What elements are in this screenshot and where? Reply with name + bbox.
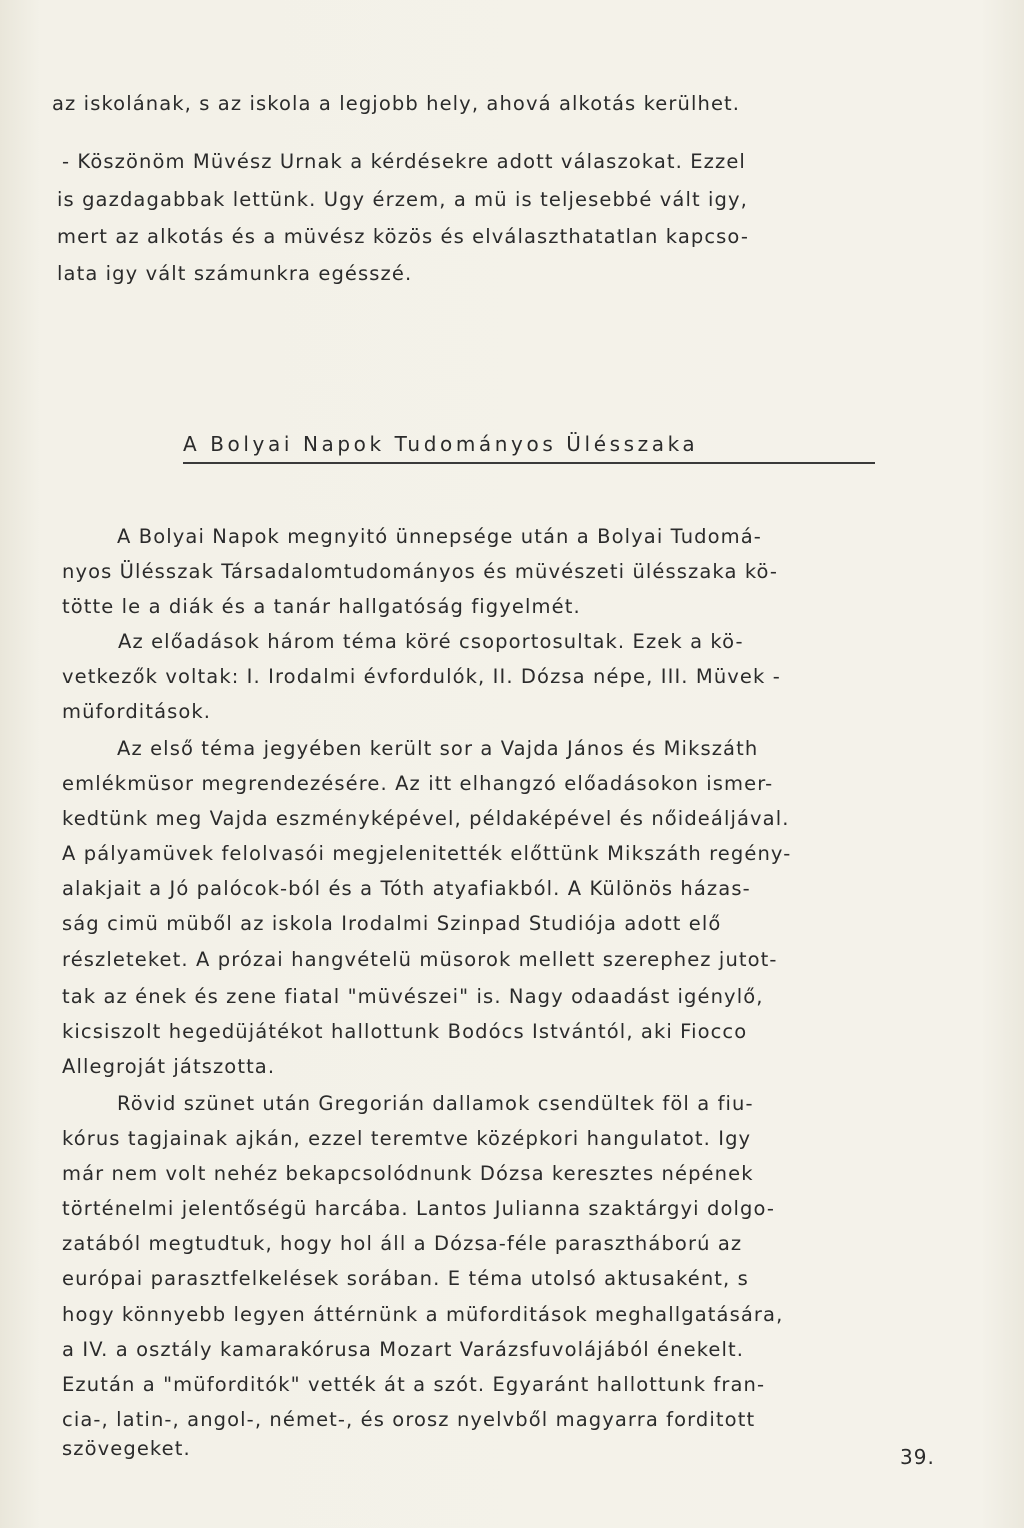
text-line: az iskolának, s az iskola a legjobb hely, ahová alkotás kerülhet. <box>52 92 741 115</box>
text-line: nyos Ülésszak Társadalomtudományos és müvészeti ülésszaka kö- <box>62 560 779 583</box>
text-line: már nem volt nehéz bekapcsolódnunk Dózsa keresztes népének <box>62 1162 754 1185</box>
text-line: A pályamüvek felolvasói megjelenitették előttünk Mikszáth regény- <box>62 842 792 865</box>
text-line: mert az alkotás és a müvész közös és elválaszthatatlan kapcso- <box>57 225 749 248</box>
text-line: Rövid szünet után Gregorián dallamok csendültek föl a fiu- <box>117 1092 754 1115</box>
text-line: A Bolyai Napok megnyitó ünnepsége után a Bolyai Tudomá- <box>117 525 762 548</box>
page-number: 39. <box>900 1445 935 1469</box>
text-line: Az előadások három téma köré csoportosultak. Ezek a kö- <box>118 630 744 653</box>
text-line: emlékmüsor megrendezésére. Az itt elhangzó előadásokon ismer- <box>62 772 774 795</box>
text-line: tötte le a diák és a tanár hallgatóság figyelmét. <box>62 595 581 618</box>
text-line: kórus tagjainak ajkán, ezzel teremtve középkori hangulatot. Igy <box>62 1127 752 1150</box>
text-line: lata igy vált számunkra egésszé. <box>57 262 413 285</box>
text-line: müforditások. <box>62 700 212 723</box>
text-line: Allegroját játszotta. <box>62 1055 276 1078</box>
text-line: is gazdagabbak lettünk. Ugy érzem, a mü is teljesebbé vált igy, <box>57 188 748 211</box>
text-line: vetkezők voltak: I. Irodalmi évfordulók, II. Dózsa népe, III. Müvek - <box>62 665 781 688</box>
text-line: kedtünk meg Vajda eszményképével, példaképével és nőideáljával. <box>62 807 790 830</box>
text-line: Az első téma jegyében került sor a Vajda János és Mikszáth <box>117 737 759 760</box>
text-line: - Köszönöm Müvész Urnak a kérdésekre adott válaszokat. Ezzel <box>62 150 746 173</box>
text-line: alakjait a Jó palócok-ból és a Tóth atyafiakból. A Különös házas- <box>62 877 751 900</box>
text-line: részleteket. A prózai hangvételü müsorok mellett szerephez jutot- <box>62 948 778 971</box>
text-line: európai parasztfelkelések sorában. E téma utolsó aktusaként, s <box>62 1267 749 1290</box>
text-line: Ezután a "müforditók" vették át a szót. Egyaránt hallottunk fran- <box>62 1373 766 1396</box>
text-line: tak az ének és zene fiatal "müvészei" is. Nagy odaadást igénylő, <box>62 985 764 1008</box>
text-line: a IV. a osztály kamarakórusa Mozart Varázsfuvolájából énekelt. <box>62 1338 745 1361</box>
text-line: kicsiszolt hegedüjátékot hallottunk Bodócs Istvántól, aki Fiocco <box>62 1020 748 1043</box>
text-line: zatából megtudtuk, hogy hol áll a Dózsa-féle parasztháború az <box>62 1232 743 1255</box>
section-title: A Bolyai Napok Tudományos Ülésszaka <box>183 432 699 456</box>
text-line: cia-, latin-, angol-, német-, és orosz nyelvből magyarra forditott <box>62 1408 756 1431</box>
text-line: szövegeket. <box>62 1437 191 1460</box>
heading-underline <box>183 462 875 464</box>
text-line: történelmi jelentőségü harcába. Lantos Julianna szaktárgyi dolgo- <box>62 1197 776 1220</box>
text-line: hogy könnyebb legyen áttérnünk a müforditások meghallgatására, <box>62 1303 784 1326</box>
text-line: ság cimü müből az iskola Irodalmi Szinpad Studiója adott elő <box>62 912 722 935</box>
